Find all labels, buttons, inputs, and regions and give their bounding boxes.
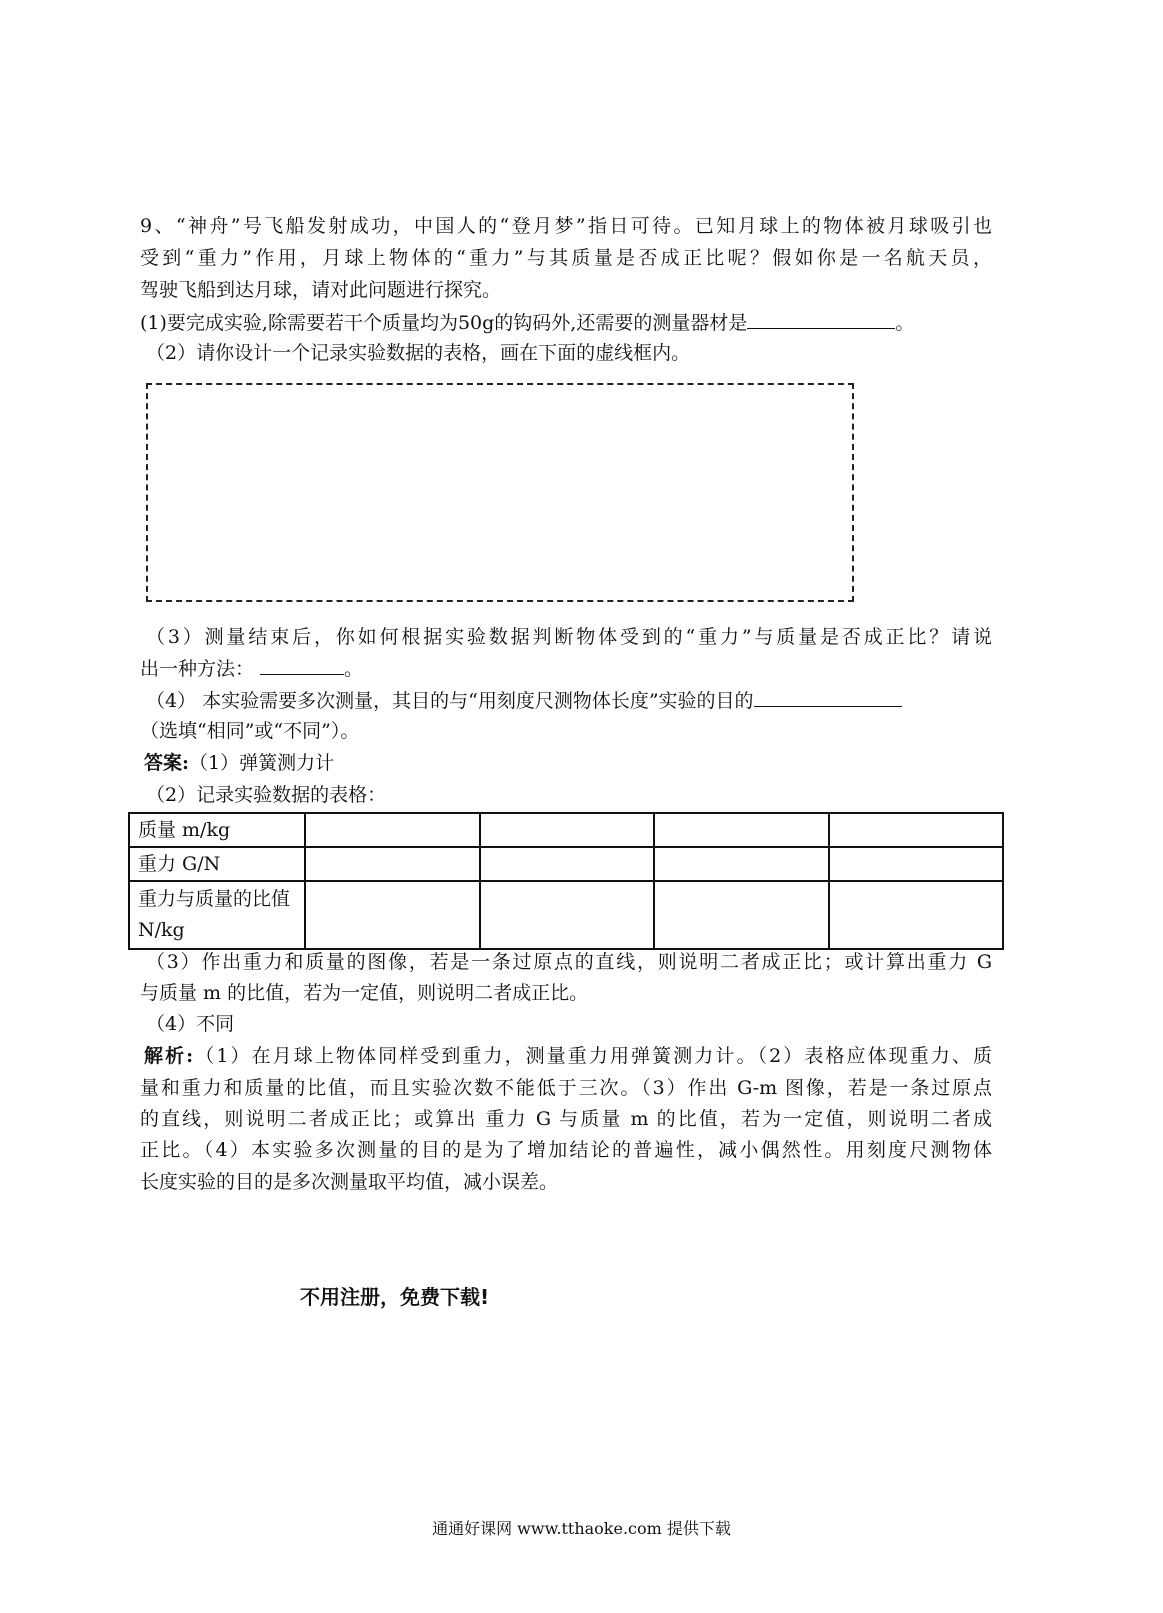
answer-2: （2）记录实验数据的表格： [146, 784, 387, 806]
analysis-line: 量和重力和质量的比值，而且实验次数不能低于三次。（3）作出 G-m 图像，若是一条过原点 [140, 1077, 992, 1099]
promo-text: 不用注册，免费下载! [300, 1285, 490, 1309]
analysis-text: （1）在月球上物体同样受到重力，测量重力用弹簧测力计。（2）表格应体现重力、质 [193, 1045, 993, 1067]
question-part-4-cont: （选填“相同”或“不同”）。 [140, 720, 360, 742]
answer-1-text: （1）弹簧测力计 [189, 752, 335, 774]
part4-text: （4） 本实验需要多次测量，其目的与“用刻度尺测物体长度”实验的目的 [146, 690, 754, 712]
analysis-line: 的直线，则说明二者成正比；或算出 重力 G 与质量 m 的比值，若为一定值，则说明二者成 [140, 1108, 992, 1130]
table-header-cell: 重力 G/N [129, 847, 305, 881]
part1-text: (1)要完成实验,除需要若干个质量均为50g的钩码外,还需要的测量器材是 [140, 312, 748, 334]
table-row [129, 813, 1003, 847]
table-header-cell: 重力与质量的比值 N/kg [129, 881, 305, 949]
question-part-3-cont [140, 656, 992, 681]
table-row [129, 881, 1003, 949]
answer-blank [260, 656, 344, 675]
part1-end: 。 [895, 312, 915, 334]
answer-blank [754, 688, 902, 707]
part3-text: 出一种方法： [140, 658, 255, 680]
question-part-2: （2）请你设计一个记录实验数据的表格，画在下面的虚线框内。 [146, 342, 691, 364]
answer-label: 答案: [144, 752, 190, 774]
analysis-label: 解析: [144, 1045, 194, 1067]
answer-4: （4）不同 [146, 1013, 235, 1035]
part3-end: 。 [344, 658, 364, 680]
answer-1 [144, 751, 996, 775]
data-table [128, 812, 1004, 950]
dashed-answer-box [146, 383, 854, 602]
answer-3: （3）作出重力和质量的图像，若是一条过原点的直线，则说明二者成正比；或计算出重力 G [146, 951, 992, 973]
table-header-cell: 质量 m/kg [129, 813, 305, 847]
table-row [129, 847, 1003, 881]
analysis-line: 正比。（4）本实验多次测量的目的是为了增加结论的普遍性，减小偶然性。用刻度尺测物体 [140, 1139, 992, 1161]
question-line: 受到“重力”作用，月球上物体的“重力”与其质量是否成正比呢？假如你是一名航天员， [140, 247, 992, 269]
answer-3-cont: 与质量 m 的比值，若为一定值，则说明二者成正比。 [140, 982, 589, 1004]
analysis-line: 长度实验的目的是多次测量取平均值，减小误差。 [140, 1171, 559, 1193]
question-line: 9、“神舟”号飞船发射成功，中国人的“登月梦”指日可待。已知月球上的物体被月球吸引也 [140, 215, 992, 237]
answer-blank [747, 310, 895, 329]
page-footer: 通通好课网 www.tthaoke.com 提供下载 [432, 1519, 731, 1538]
question-part-3: （3）测量结束后，你如何根据实验数据判断物体受到的“重力”与质量是否成正比？请说 [146, 626, 992, 648]
question-part-4 [146, 688, 998, 713]
question-line: 驾驶飞船到达月球，请对此问题进行探究。 [140, 279, 502, 301]
question-part-1 [140, 310, 992, 335]
analysis-line [144, 1044, 992, 1068]
